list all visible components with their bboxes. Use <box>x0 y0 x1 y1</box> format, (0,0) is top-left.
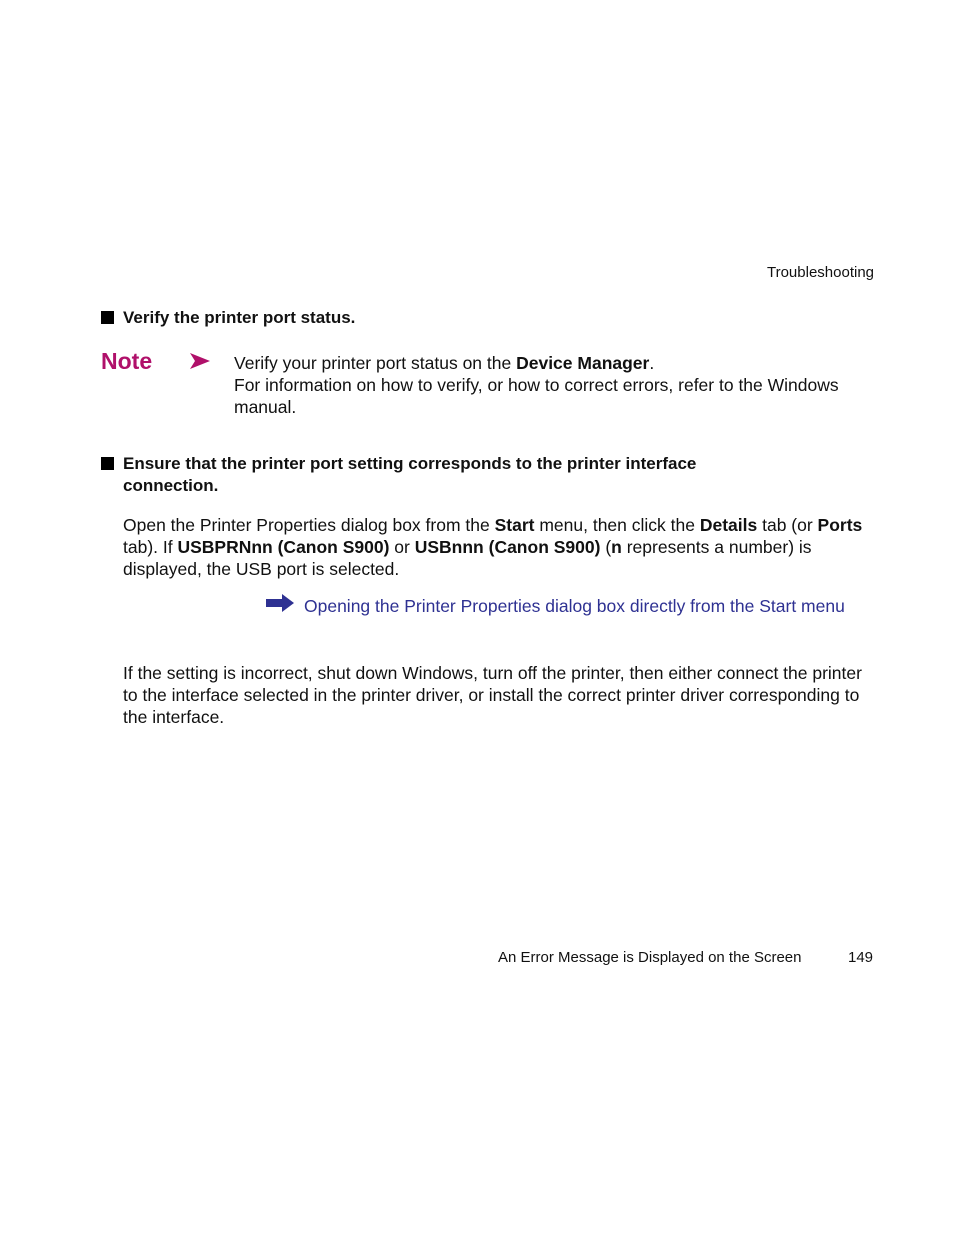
text: tab). If <box>123 537 178 557</box>
section-heading: Ensure that the printer port setting corresponds to the printer interface connection. <box>123 454 697 495</box>
bold-term: USBPRNnn (Canon S900) <box>177 537 390 557</box>
bold-term: Ports <box>817 515 863 535</box>
section-heading: Verify the printer port status. <box>123 308 356 327</box>
thick-arrow-right-icon <box>266 594 294 612</box>
note-text: Verify your printer port status on the <box>234 353 517 373</box>
note-text: . <box>649 353 655 373</box>
text: tab (or <box>757 515 818 535</box>
bold-term: Details <box>699 515 758 535</box>
bold-term: USBnnn (Canon S900) <box>414 537 601 557</box>
note-line-2: For information on how to verify, or how to correct errors, refer to the Windows manual. <box>234 375 839 417</box>
bold-term: n <box>611 537 622 557</box>
page-number: 149 <box>848 949 874 966</box>
note-line-1 <box>234 352 854 374</box>
note-body <box>234 352 854 418</box>
paragraph-properties <box>123 514 863 580</box>
note-label: Note <box>101 348 153 374</box>
arrowhead-right-icon <box>189 350 211 372</box>
text: or <box>389 537 415 557</box>
square-bullet-icon <box>101 311 114 324</box>
bold-term: Start <box>494 515 535 535</box>
text: Open the Printer Properties dialog box from the <box>123 515 495 535</box>
paragraph-incorrect-setting: If the setting is incorrect, shut down Windows, turn off the printer, then either connect the printer to the interface selected in the printer driver, or install the correct printer driver corresponding to the interface. <box>123 663 862 727</box>
square-bullet-icon <box>101 457 114 470</box>
note-bold-term: Device Manager <box>516 353 650 373</box>
cross-reference-link[interactable]: Opening the Printer Properties dialog box directly from the Start menu <box>304 596 845 616</box>
text: represents a number) is displayed, the USB port is selected. <box>123 537 812 579</box>
running-header: Troubleshooting <box>766 264 874 281</box>
text: menu, then click the <box>534 515 700 535</box>
text: ( <box>600 537 612 557</box>
footer-title: An Error Message is Displayed on the Screen <box>498 949 802 966</box>
